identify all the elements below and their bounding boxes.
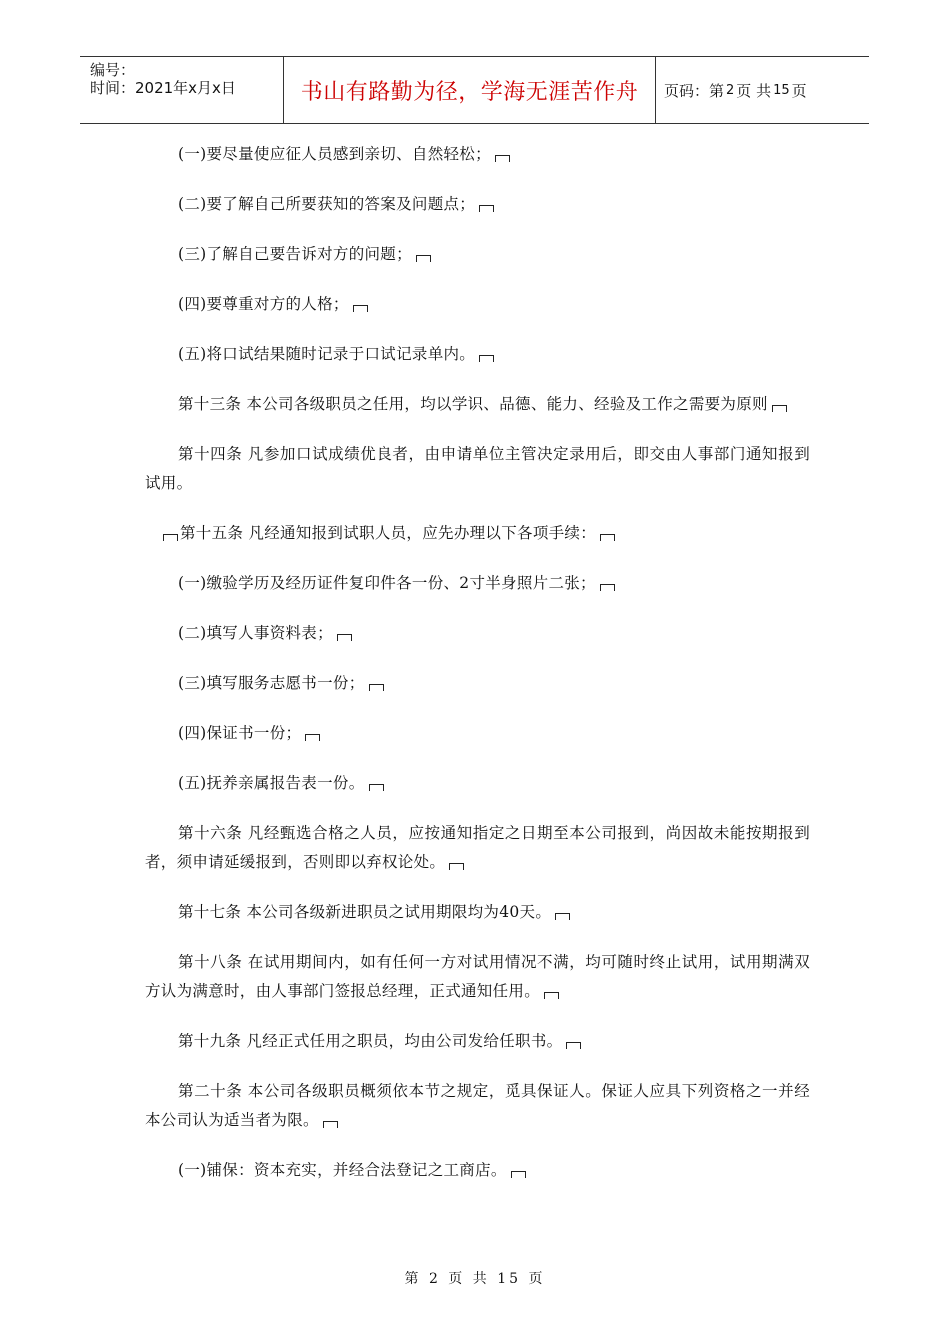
document-number-label: 编号：: [90, 61, 136, 79]
paragraph-mark-icon: [337, 634, 352, 641]
paragraph-text: 第十四条 凡参加口试成绩优良者，由申请单位主管决定录用后，即交由人事部门通知报到试用。: [145, 445, 810, 492]
header-meta: [80, 57, 283, 123]
paragraph: [145, 569, 810, 598]
paragraph-text: (三)填写服务志愿书一份；: [178, 674, 365, 692]
paragraph: [145, 619, 810, 648]
paragraph: [145, 1156, 810, 1185]
paragraph-mark-icon: [353, 305, 368, 312]
document-time: 时间：2021年x月x日: [90, 79, 236, 97]
paragraph-text: 第十七条 本公司各级新进职员之试用期限均为40天。: [178, 903, 552, 921]
paragraph-text: 第二十条 本公司各级职员概须依本节之规定，觅具保证人。保证人应具下列资格之一并经本公司认为适当者为限。: [145, 1082, 810, 1129]
paragraph: [145, 819, 810, 877]
paragraph-mark-icon: [544, 992, 559, 999]
page-prefix: 页码：第: [664, 81, 725, 100]
paragraph-text: 第十八条 在试用期间内，如有任何一方对试用情况不满，均可随时终止试用，试用期满双方认为满意时，由人事部门签报总经理，正式通知任用。: [145, 953, 810, 1000]
paragraph: [145, 440, 810, 498]
paragraph-mark-icon: [600, 534, 615, 541]
paragraph-mark-icon: [511, 1171, 526, 1178]
paragraph-text: (二)填写人事资料表；: [178, 624, 333, 642]
paragraph: [145, 719, 810, 748]
paragraph-mark-icon: [305, 734, 320, 741]
paragraph-text: (五)抚养亲属报告表一份。: [178, 774, 365, 792]
paragraph: [145, 340, 810, 369]
paragraph: [145, 290, 810, 319]
paragraph-text: 第十九条 凡经正式任用之职员，均由公司发给任职书。: [178, 1032, 563, 1050]
paragraph: [145, 769, 810, 798]
paragraph-mark-icon: [323, 1121, 338, 1128]
paragraph-mark-icon: [369, 684, 384, 691]
paragraph: [145, 669, 810, 698]
paragraph-text: (四)保证书一份；: [178, 724, 302, 742]
paragraph-text: 第十三条 本公司各级职员之任用，均以学识、品德、能力、经验及工作之需要为原则: [178, 395, 768, 413]
paragraph-mark-icon: [555, 913, 570, 920]
paragraph-text: (三)了解自己要告诉对方的问题；: [178, 245, 412, 263]
document-body: [145, 140, 810, 1206]
paragraph-text: (一)铺保：资本充实，并经合法登记之工商店。: [178, 1161, 507, 1179]
header-page-info: [656, 57, 869, 123]
document-header: [80, 56, 869, 124]
paragraph-mark-icon: [772, 405, 787, 412]
paragraph-text: (五)将口试结果随时记录于口试记录单内。: [178, 345, 476, 363]
paragraph-text: (四)要尊重对方的人格；: [178, 295, 349, 313]
header-motto: 书山有路勤为径，学海无涯苦作舟: [283, 57, 656, 123]
paragraph: [145, 519, 810, 548]
paragraph: [145, 1077, 810, 1135]
page-suffix: 页: [791, 81, 807, 100]
paragraph-text: 第十六条 凡经甄选合格之人员，应按通知指定之日期至本公司报到，尚因故未能按期报到者，须申请延缓报到，否则即以弃权论处。: [145, 824, 810, 871]
paragraph: [145, 948, 810, 1006]
paragraph-mark-icon: [369, 784, 384, 791]
paragraph-text: (一)要尽量使应征人员感到亲切、自然轻松；: [178, 145, 491, 163]
page-total: 15: [773, 82, 790, 98]
paragraph-mark-icon: [479, 355, 494, 362]
paragraph: [145, 898, 810, 927]
paragraph-text: 第十五条 凡经通知报到试职人员，应先办理以下各项手续：: [180, 524, 597, 542]
paragraph: [145, 240, 810, 269]
paragraph-mark-icon: [416, 255, 431, 262]
paragraph-text: (二)要了解自己所要获知的答案及问题点；: [178, 195, 476, 213]
paragraph-mark-icon: [479, 205, 494, 212]
paragraph: [145, 190, 810, 219]
paragraph: [145, 140, 810, 169]
page-mid: 页 共: [736, 81, 772, 100]
page-footer: 第 2 页 共 15 页: [404, 1271, 546, 1287]
page-current: 2: [726, 82, 735, 98]
paragraph-text: (一)缴验学历及经历证件复印件各一份、2寸半身照片二张；: [178, 574, 596, 592]
paragraph-mark-icon: [449, 863, 464, 870]
paragraph: [145, 1027, 810, 1056]
paragraph-mark-icon: [495, 155, 510, 162]
paragraph: [145, 390, 810, 419]
paragraph-mark-icon: [163, 534, 178, 541]
paragraph-mark-icon: [566, 1042, 581, 1049]
paragraph-mark-icon: [600, 584, 615, 591]
